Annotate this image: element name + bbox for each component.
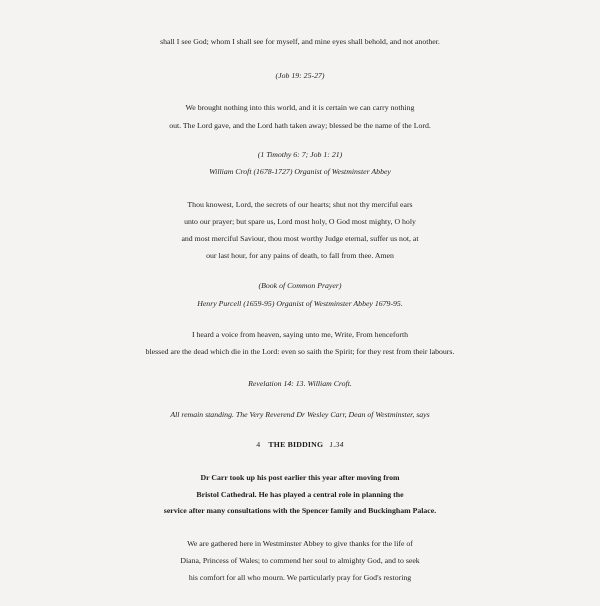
section-heading <box>0 437 600 453</box>
bidding-line-3: his comfort for all who mourn. We particularly pray for God's restoring <box>188 573 412 582</box>
rubric: All remain standing. The Very Reverend Dr Wesley Carr, Dean of Westminster, says <box>170 410 430 419</box>
note-line-1: Dr Carr took up his post earlier this year after moving from <box>200 473 400 482</box>
section-title: THE BIDDING <box>268 440 324 449</box>
section-number: 4 <box>256 440 261 449</box>
note-line-3: service after many consultations with the Spencer family and Buckingham Palace. <box>163 506 437 515</box>
prayer-line-1: Thou knowest, Lord, the secrets of our hearts; shut not thy merciful ears <box>187 200 413 209</box>
timothy-text-line-1: We brought nothing into this world, and it is certain we can carry nothing <box>185 103 415 112</box>
bidding-line-2: Diana, Princess of Wales; to commend her soul to almighty God, and to seek <box>180 556 420 565</box>
prayer-source: (Book of Common Prayer) <box>258 281 342 290</box>
croft-attribution: William Croft (1678-1727) Organist of Westminster Abbey <box>209 167 391 176</box>
job-reference: (Job 19: 25-27) <box>275 71 325 80</box>
bidding-line-1: We are gathered here in Westminster Abbey to give thanks for the life of <box>187 539 413 548</box>
revelation-reference: Revelation 14: 13. William Croft. <box>248 379 352 388</box>
note-line-2: Bristol Cathedral. He has played a central role in planning the <box>196 490 404 499</box>
job-text-line: shall I see God; whom I shall see for myself, and mine eyes shall behold, and not another. <box>160 37 440 46</box>
prayer-line-2: unto our prayer; but spare us, Lord most holy, O God most mighty, O holy <box>184 217 416 226</box>
purcell-attribution: Henry Purcell (1659-95) Organist of Westminster Abbey 1679-95. <box>197 299 403 308</box>
prayer-line-4: our last hour, for any pains of death, to fall from thee. Amen <box>206 251 394 260</box>
timothy-reference: (1 Timothy 6: 7; Job 1: 21) <box>257 150 343 159</box>
track-time: 1.34 <box>329 440 344 449</box>
timothy-text-line-2: out. The Lord gave, and the Lord hath taken away; blessed be the name of the Lord. <box>169 121 431 130</box>
revelation-line-1: I heard a voice from heaven, saying unto me, Write, From henceforth <box>191 330 409 339</box>
revelation-line-2: blessed are the dead which die in the Lord: even so saith the Spirit; for they rest from their labours. <box>145 347 455 356</box>
prayer-line-3: and most merciful Saviour, thou most worthy Judge eternal, suffer us not, at <box>181 234 419 243</box>
